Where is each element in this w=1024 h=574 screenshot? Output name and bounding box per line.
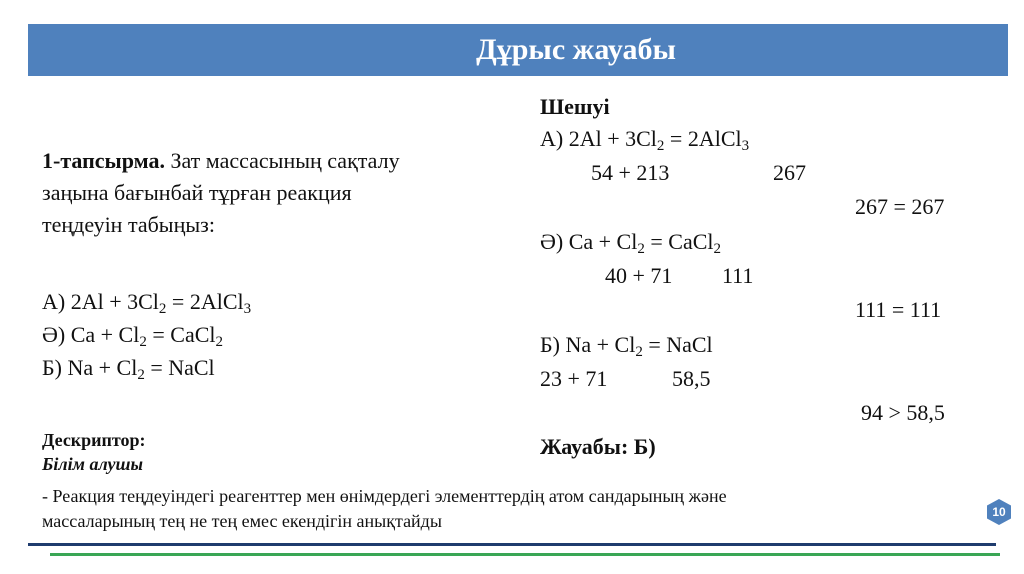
solution-b-mid: = NaCl — [642, 332, 713, 357]
descriptor-line2: массаларының тең не тең емес екендігін анықтайды — [42, 511, 442, 531]
task-text-line1: Зат массасының сақталу — [164, 148, 400, 173]
page-number: 10 — [992, 505, 1006, 519]
solution-b-sub1: 2 — [635, 344, 643, 360]
solution-ae-product-mass: 111 — [722, 263, 754, 288]
page-number-badge — [985, 498, 1013, 526]
equation-a-sub2: 3 — [243, 301, 252, 317]
task-text — [42, 145, 400, 241]
task-label: 1-тапсырма. — [42, 148, 165, 173]
solution-title: Шешуі — [540, 94, 610, 119]
solution-ae-result: 111 = 111 — [855, 297, 942, 322]
equation-a-text: А) 2Al + 3Cl — [42, 289, 159, 314]
solution-answer: Жауабы: Б) — [540, 434, 656, 459]
equation-ae-sub2: 2 — [215, 334, 223, 350]
descriptor-line1: - Реакция теңдеуіндегі реагенттер мен өнімдердегі элементтердің атом сандарының және — [42, 486, 727, 506]
solution-ae-sub2: 2 — [713, 241, 721, 257]
solution-ae-text: Ә) Ca + Cl — [540, 229, 638, 254]
equation-ae-text: Ә) Ca + Cl — [42, 322, 140, 347]
equation-b — [42, 355, 215, 381]
solution-ae-masses: 40 + 71 — [605, 263, 673, 288]
solution-b-masses: 23 + 71 — [540, 366, 608, 391]
task-text-line3: теңдеуін табыңыз: — [42, 212, 215, 237]
equation-a-sub1: 2 — [158, 301, 167, 317]
solution-equation-a — [540, 126, 749, 152]
solution-b-product-mass: 58,5 — [672, 366, 711, 391]
solution-a-masses: 54 + 213 — [591, 160, 670, 185]
equation-ae — [42, 322, 223, 348]
equation-ae-sub1: 2 — [139, 334, 147, 350]
solution-b-text: Б) Na + Cl — [540, 332, 636, 357]
solution-equation-ae — [540, 229, 721, 255]
solution-equation-b — [540, 332, 713, 358]
equation-b-sub1: 2 — [137, 367, 145, 383]
task-text-line2: заңына бағынбай тұрған реакция — [42, 180, 352, 205]
solution-a-mid: = 2AlCl — [664, 126, 742, 151]
footer-line-green — [50, 553, 1000, 556]
descriptor-title: Дескриптор: — [42, 430, 146, 450]
descriptor-subtitle: Білім алушы — [42, 454, 143, 474]
equation-b-mid: = NaCl — [144, 355, 215, 380]
solution-a-product-mass: 267 — [773, 160, 806, 185]
solution-ae-sub1: 2 — [637, 241, 645, 257]
title-bar — [28, 24, 1008, 76]
solution-a-sub1: 2 — [656, 138, 665, 154]
footer-line-blue — [28, 543, 996, 546]
equation-ae-mid: = CaCl — [146, 322, 216, 347]
solution-a-result: 267 = 267 — [855, 194, 945, 219]
solution-b-result: 94 > 58,5 — [861, 400, 945, 425]
equation-a — [42, 289, 251, 315]
solution-a-sub2: 3 — [741, 138, 750, 154]
solution-ae-mid: = CaCl — [644, 229, 714, 254]
solution-a-text: А) 2Al + 3Cl — [540, 126, 657, 151]
equation-b-text: Б) Na + Cl — [42, 355, 138, 380]
equation-a-mid: = 2AlCl — [166, 289, 244, 314]
slide-title: Дұрыс жауабы — [476, 33, 676, 66]
